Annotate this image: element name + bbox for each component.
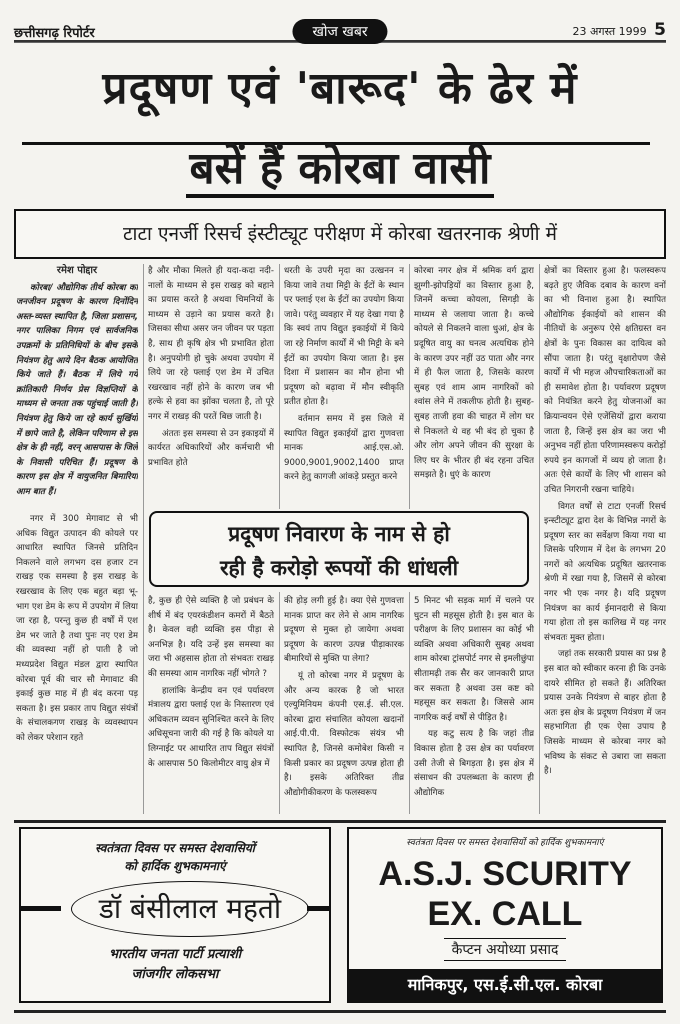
article-column-4-bottom	[414, 594, 534, 814]
headline-line2: बसें हैं कोरबा वासी	[186, 143, 495, 198]
paragraph: हालांकि केन्द्रीय वन एवं पर्यावरण मंत्रालय द्वारा फ्लाई एश के निस्तारण एवं अधिकतम व्यवन सुनिश्चित करने के लिए अधिसूचना जारी की गई है कि कोयले या लिग्नाईट पर आधारित ताप विद्युत संयंत्रों के आसपास 50 किलोमीटर वायु क्षेत्र में	[148, 685, 274, 769]
pull-quote-line2: रही है करोड़ो रूपयों की धांधली	[219, 556, 459, 580]
page-number: 5	[654, 20, 666, 40]
paragraph: धरती के उपरी मृदा का उत्खनन न किया जावे तथा मिट्टी के ईंटों के स्थान पर फ्लाई एश के ईंटों का उपयोग किया जावे। परंतु व्यवहार में यह देखा गया है कि स्वयं ताप विद्युत इकाईयों में किये जा रहे निर्माण कार्यों में भी मिट्टी के बने ईंटों का उपयोग किया जाता है। इस दिशा में प्रशासन का मौन होना भी प्रदूषण को बढ़ावा में मौन स्वीकृति प्रतीत होता है।	[284, 266, 404, 408]
article-column-1-body	[16, 512, 138, 814]
article-column-2-bottom	[148, 594, 274, 814]
paragraph: वर्तमान समय में इस जिले में स्थापित विद्युत इकाईयों द्वारा गुणवत्ता मानक आई.एस.ओ. 9000,9001,9002,1400 प्राप्त करने हेतु कागजी आंकड़े प्रस्तुत करने	[284, 413, 404, 483]
ad-rule-bottom	[14, 1010, 666, 1013]
ad-company-line2: EX. CALL	[427, 895, 583, 933]
ad-name-oval	[21, 879, 329, 939]
paragraph: कोरबा/ औद्योगिक तीर्थ कोरबा का जनजीवन प्रदूषण के कारण दिनोंदिन अस्त-व्यस्त स्थापित है, जिला प्रशासन, नगर पालिका निगम एवं सार्वजनिक उपक्रमों के प्रतिनिधियों के बीच इसके नियंत्रण हेतु आये दिन बैठक आयोजित किये जाते हैं। बैठक में लिये गये क्रांतिकारी निर्णय प्रेस विज्ञप्तियों के माध्यम से जनता तक पहुंचाई जाती है। नियंत्रण हेतु किये जा रहे कार्य सुर्खियों में छापे जाते है, लेकिन परिणाम से इस क्षेत्र के ही नहीं, वरन् आसपास के जिले के निवासी परिचित हैं। प्रदूषण के कारण इस क्षेत्र में वायुजनित बिमारियां आम बात हैं।	[16, 282, 138, 497]
ad-address: मानिकपुर, एस.ई.सी.एल. कोरबा	[349, 969, 661, 1001]
masthead	[14, 10, 666, 50]
headline-line2-wrap	[0, 143, 680, 194]
ad-company-line1: A.S.J. SCURITY	[378, 855, 632, 893]
ad-footer	[21, 945, 329, 985]
column-rule	[409, 264, 410, 509]
paragraph: यूं तो कोरबा नगर में प्रदूषण के और अन्य कारक है जो भारत एल्युमिनियम कंपनी एस.ई. सी.एल. कोरबा द्वारा संचालित कोयला खदानों आई.पी.पी. विस्फोटक संयंत्र भी स्थापित है, जिनसे कमोबेश किसी न किसी प्रकार का प्रदूषण उत्पन्न होता ही है। इसके अतिरिक्त तीव्र औद्योगीकीकरण के फलस्वरूप	[284, 670, 404, 798]
ad-greeting: स्वतंत्रता दिवस पर समस्त देशवासियों को हार्दिक शुभकामनाएं	[406, 838, 604, 848]
ad-greeting-line1: स्वतंत्रता दिवस पर समस्त देशवासियों	[95, 841, 255, 855]
decorative-bar	[21, 906, 61, 911]
article-column-2-top	[148, 264, 274, 507]
column-rule	[539, 264, 540, 814]
issue-date: 23 अगस्त 1999	[572, 25, 647, 38]
headline-line1: प्रदूषण एवं 'बारूद' के ढेर में	[102, 63, 578, 114]
advertisement-left	[19, 827, 331, 1003]
ad-footer-line2: जांजगीर लोकसभा	[131, 967, 219, 982]
column-rule	[143, 264, 144, 814]
section-tag: खोज खबर	[292, 19, 387, 44]
paragraph: जहां तक सरकारी प्रयास का प्रश्न है इस बात को स्वीकार करना ही कि उनके दायरे सीमित हो सकते हैं। अतिरिक्त प्रयास उनके नियंत्रण से बाहर होता है अतः इस क्षेत्र के प्रदूषण नियंत्रण में जन सहभागिता ही एक ऐसा उपाय है जिसके माध्यम से कोरबा नगर को भविष्य के संकट से उबारा जा सकता है।	[544, 649, 666, 777]
article-column-4-top	[414, 264, 534, 507]
date-page	[573, 20, 666, 40]
paragraph: यह कटु सत्य है कि जहां तीव्र विकास होता है उस क्षेत्र का पर्यावरण उसी तेजी से बिगड़ता है। इस क्षेत्र में संसाधन की उपलब्धता के कारण ही औद्योगिक	[414, 729, 534, 798]
ad-greeting	[21, 839, 329, 875]
decorative-bar	[307, 906, 329, 911]
pull-quote-line1: प्रदूषण निवारण के नाम से हो	[228, 522, 450, 546]
paper-name: छत्तीसगढ़ रिपोर्टर	[14, 26, 95, 41]
column-rule	[409, 592, 410, 814]
ad-person: कैप्टन अयोध्या प्रसाद	[444, 938, 567, 961]
subhead: टाटा एनर्जी रिसर्च इंस्टीट्यूट परीक्षण में कोरबा खतरनाक श्रेणी में	[14, 209, 666, 259]
byline: रमेश पोद्दार	[56, 265, 98, 276]
article-column-3-bottom	[284, 594, 404, 814]
column-rule	[279, 592, 280, 814]
paragraph: कोरबा नगर क्षेत्र में श्रमिक वर्ग द्वारा झुग्गी-झोपड़ियों का विस्तार हुआ है, जिनमें कच्चा कोयला, सिगड़ी के माध्यम से जलाया जाता है। कच्चे कोयले से निकलने वाला धुआं, क्षेत्र के प्रदूषित वायु का घनत्व अत्यधिक होने के कारण उपर नहीं उठ पाता और नगर में ही फैल जाता है, जिसके कारण सुबह एवं शाम आम नागरिकों को श्वांस लेने में तकलीफ होती है। सुबह-सुबह ताजी हवा की चाहत में लोग घर से निकलते थे वह भी बंद हो चुका है और लोग अपने जीवन की सुरक्षा के लिए घर के भीतर ही बंद रहना उचित समझते है। धुएं के कारण	[414, 266, 534, 481]
paragraph: क्षेत्रों का विस्तार हुआ है। फलस्वरूप बढ़ते हुए जैविक दबाव के कारण वनों का भी विनाश हुआ है। स्थापित औद्योगिक ईकाईयों को शासन की नीतियों के अनुरूप ऐसे क्षतिग्रस्त वन क्षेत्रों के पुनः विकास का दायित्व को सौंपा जाता है। परंतु वृक्षारोपण जैसे कार्यों में भी महज औपचारिकताओं का ही समावेश होता है। पर्यावरण प्रदूषण को नियंत्रित करने हेतु योजनाओं का क्रियान्वयन ऐसे एजेंसियों द्वारा कराया जाता है, जिन्हें इस क्षेत्र का जरा भी अनुभव नहीं होता परिणामस्वरूप करोड़ों रुपये इन कागजों में व्यय हो जाता है। अतः ऐसे कार्यों के लिए भी शासन को उचित निगरानी रखना चाहिये।	[544, 266, 666, 495]
paragraph: विगत वर्षों से टाटा एनर्जी रिसर्च इन्स्टीट्यूट द्वारा देश के विभिन्न नगरों के प्रदूषण स्तर का सर्वेक्षण किया गया था जिसके परिणाम में देश के लगभग 20 नगरों को अत्यधिक प्रदूषित खतरनाक श्रेणी में रखा गया है, जिसमें से कोरबा नगर भी एक नगर है। यदि प्रदूषण नियंत्रण का कार्य ईमानदारी से किया गया होता तो इस कालिख में यह नगर संभवतः मुक्त होता।	[544, 501, 666, 643]
column-rule	[279, 264, 280, 509]
ad-greeting-line2: को हार्दिक शुभकामनाएं	[124, 859, 226, 873]
article-column-1-intro	[16, 264, 138, 509]
paragraph: है, कुछ ही ऐसे व्यक्ति है जो प्रबंधन के शीर्ष में बंद एयरकंडीशन कमरों में बैठते है। केवल वही व्यक्ति इस पीड़ा से अनभिज्ञ है। यदि उन्हें इस समस्या का जरा भी अहसास होता तो संभवतः राखड़ की समस्या आम नागरिक नहीं भोगते ?	[148, 596, 274, 679]
paragraph: अंततः इस समस्या से उन इकाइयों में कार्यरत अधिकारियों और कर्मचारी भी प्रभावित होते	[148, 428, 274, 468]
paragraph: की होड़ लगी हुई है। क्या ऐसे गुणवत्ता मानक प्राप्त कर लेने से आम नागरिक प्रदूषण से मुक्त हो जायेगा अथवा प्रदूषण के कारण उत्पन्न पीड़ाकारक बीमारियों से मुक्ति पा लेगा?	[284, 596, 404, 665]
pull-quote-box	[149, 511, 529, 587]
paragraph: 5 मिनट भी सड़क मार्ग में चलने पर घुटन सी महसूस होती है। इस बात के परीक्षण के लिए प्रशासन का कोई भी व्यक्ति अथवा अधिकारी सुबह अथवा शाम कोरबा ट्रांसपोर्ट नगर से इमलीछुंपा सीतामढ़ी तक सैर कर जानकारी प्राप्त कर सकता है अथवा उस कष्ट को महसूस कर सकता है। जिससे आम नागरिक कई वर्षों से पीड़ित है।	[414, 596, 534, 723]
advertisement-right	[347, 827, 663, 1003]
article-column-3-top	[284, 264, 404, 507]
ad-footer-line1: भारतीय जनता पार्टी प्रत्याशी	[108, 947, 242, 962]
paragraph: नगर में 300 मेगावाट से भी अधिक विद्युत उत्पादन की कोयले पर आधारित स्थापित जिनसे प्रतिदिन निकलने वाले लगभग दस हजार टन राखड़ एक समस्या है इस राखड़ के रखरखाव के लिए एक बहुत बड़ा भू-भाग एश डेम के रूप में उपयोग में लिया जा रहा है, परन्तु कुछ ही वर्षों में एश डेम भर जाते है तथा पुनः नए एश डेम की व्यवस्था नहीं हो पाती है जो मध्यप्रदेश विद्युत मंडल द्वारा स्थापित कोरबा पूर्व की चार सौ मेगावाट की इकाई कुछ माह में ही बंद करना पड़ सकता है। इस प्रकार ताप विद्युत संयंत्रों के संचालकगण राखड़ के व्यवस्थापन को लेकर परेशान रहते	[16, 514, 138, 743]
article-column-5	[544, 264, 666, 814]
ad-rule-top	[14, 820, 666, 823]
ad-company-name	[349, 854, 661, 934]
ad-candidate-name: डॉ बंसीलाल महतो	[71, 881, 309, 937]
paragraph: है और मौका मिलते ही यदा-कदा नदी-नालों के माध्यम से इस राखड़ को बहाने का प्रयास करते है अथवा चिमनियों के माध्यम से उड़ाने का प्रयास करते है। जिसका सीधा असर जन जीवन पर पड़ता है, साथ ही कृषि क्षेत्र भी प्रभावित होता है। अनुपयोगी हो चुके अथवा उपयोग में लिये जा रहे फ्लाई एश डेम में उचित रखरखाव नहीं होने के कारण जब भी हल्के से हवा का झोंका चलता है, तो पूरे नगर में राखड़ की परतें बिछ जाती है।	[148, 266, 274, 422]
